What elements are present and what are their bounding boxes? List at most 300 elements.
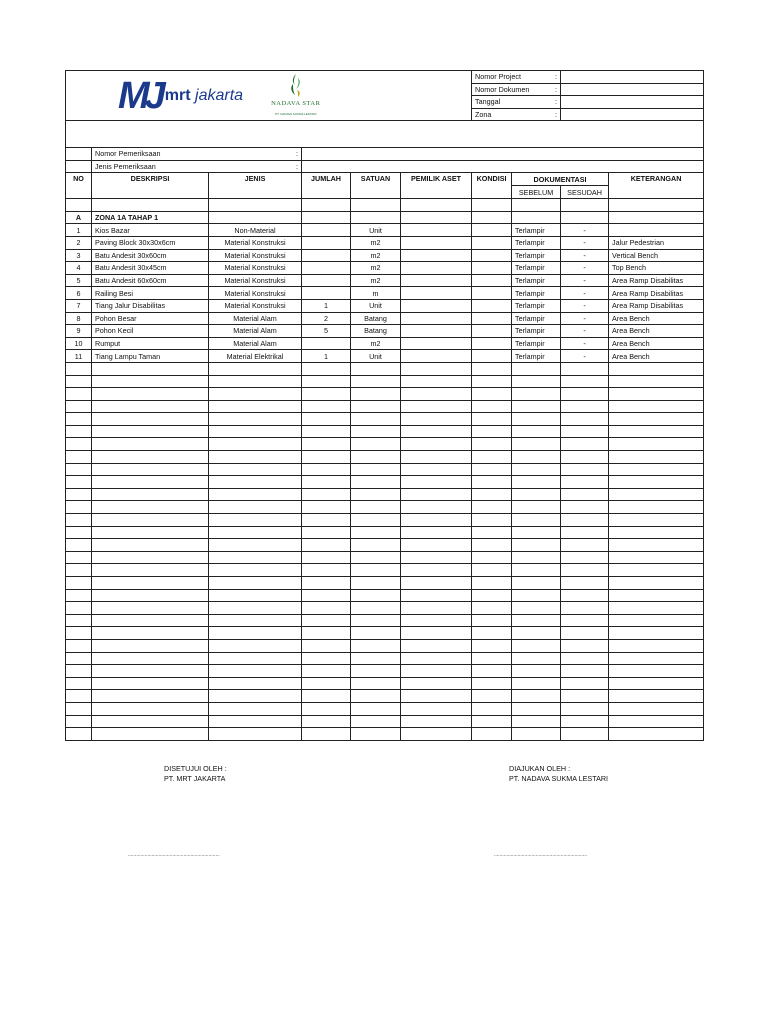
empty-cell[interactable] <box>209 715 302 728</box>
empty-cell[interactable] <box>609 425 704 438</box>
empty-cell[interactable] <box>561 463 609 476</box>
empty-cell[interactable] <box>609 577 704 590</box>
empty-cell[interactable] <box>209 677 302 690</box>
empty-cell[interactable] <box>472 400 512 413</box>
empty-cell[interactable] <box>302 677 351 690</box>
empty-cell[interactable] <box>512 652 561 665</box>
empty-cell[interactable] <box>401 602 472 615</box>
empty-cell[interactable] <box>561 400 609 413</box>
empty-cell[interactable] <box>609 463 704 476</box>
empty-cell[interactable] <box>401 577 472 590</box>
empty-cell[interactable] <box>351 476 401 489</box>
empty-cell[interactable] <box>209 388 302 401</box>
empty-cell[interactable] <box>351 501 401 514</box>
empty-cell[interactable] <box>209 551 302 564</box>
empty-cell[interactable] <box>609 715 704 728</box>
empty-cell[interactable] <box>609 677 704 690</box>
empty-cell[interactable] <box>92 526 209 539</box>
empty-cell[interactable] <box>472 602 512 615</box>
empty-cell[interactable] <box>351 728 401 741</box>
empty-cell[interactable] <box>66 602 92 615</box>
empty-cell[interactable] <box>561 564 609 577</box>
empty-cell[interactable] <box>609 413 704 426</box>
empty-cell[interactable] <box>351 715 401 728</box>
empty-cell[interactable] <box>472 438 512 451</box>
empty-cell[interactable] <box>561 577 609 590</box>
empty-cell[interactable] <box>472 539 512 552</box>
empty-cell[interactable] <box>401 375 472 388</box>
empty-cell[interactable] <box>609 526 704 539</box>
empty-cell[interactable] <box>302 564 351 577</box>
empty-cell[interactable] <box>66 639 92 652</box>
empty-cell[interactable] <box>609 551 704 564</box>
empty-cell[interactable] <box>66 501 92 514</box>
empty-cell[interactable] <box>512 488 561 501</box>
empty-cell[interactable] <box>92 602 209 615</box>
empty-cell[interactable] <box>401 425 472 438</box>
empty-cell[interactable] <box>512 451 561 464</box>
empty-cell[interactable] <box>561 602 609 615</box>
empty-cell[interactable] <box>401 665 472 678</box>
empty-cell[interactable] <box>401 488 472 501</box>
empty-cell[interactable] <box>209 438 302 451</box>
empty-cell[interactable] <box>401 639 472 652</box>
empty-cell[interactable] <box>351 375 401 388</box>
empty-cell[interactable] <box>512 362 561 375</box>
empty-cell[interactable] <box>302 551 351 564</box>
empty-cell[interactable] <box>92 539 209 552</box>
empty-cell[interactable] <box>209 728 302 741</box>
empty-cell[interactable] <box>609 400 704 413</box>
empty-cell[interactable] <box>351 627 401 640</box>
empty-cell[interactable] <box>561 702 609 715</box>
empty-cell[interactable] <box>92 388 209 401</box>
empty-cell[interactable] <box>302 702 351 715</box>
empty-cell[interactable] <box>66 690 92 703</box>
empty-cell[interactable] <box>401 451 472 464</box>
empty-cell[interactable] <box>561 627 609 640</box>
empty-cell[interactable] <box>66 551 92 564</box>
empty-cell[interactable] <box>561 665 609 678</box>
empty-cell[interactable] <box>209 375 302 388</box>
empty-cell[interactable] <box>66 577 92 590</box>
empty-cell[interactable] <box>512 413 561 426</box>
empty-cell[interactable] <box>92 639 209 652</box>
empty-cell[interactable] <box>66 438 92 451</box>
empty-cell[interactable] <box>561 488 609 501</box>
empty-cell[interactable] <box>92 715 209 728</box>
empty-cell[interactable] <box>401 476 472 489</box>
empty-cell[interactable] <box>401 514 472 527</box>
empty-cell[interactable] <box>609 438 704 451</box>
empty-cell[interactable] <box>209 614 302 627</box>
empty-cell[interactable] <box>209 589 302 602</box>
empty-cell[interactable] <box>472 413 512 426</box>
empty-cell[interactable] <box>302 665 351 678</box>
empty-cell[interactable] <box>401 400 472 413</box>
empty-cell[interactable] <box>351 690 401 703</box>
empty-cell[interactable] <box>66 425 92 438</box>
empty-cell[interactable] <box>609 514 704 527</box>
empty-cell[interactable] <box>351 702 401 715</box>
empty-cell[interactable] <box>302 451 351 464</box>
empty-cell[interactable] <box>609 627 704 640</box>
empty-cell[interactable] <box>66 539 92 552</box>
empty-cell[interactable] <box>609 362 704 375</box>
empty-cell[interactable] <box>472 388 512 401</box>
empty-cell[interactable] <box>66 514 92 527</box>
empty-cell[interactable] <box>401 589 472 602</box>
empty-cell[interactable] <box>512 690 561 703</box>
empty-cell[interactable] <box>302 425 351 438</box>
empty-cell[interactable] <box>66 388 92 401</box>
empty-cell[interactable] <box>401 362 472 375</box>
empty-cell[interactable] <box>561 501 609 514</box>
empty-cell[interactable] <box>401 551 472 564</box>
empty-cell[interactable] <box>609 388 704 401</box>
empty-cell[interactable] <box>472 375 512 388</box>
empty-cell[interactable] <box>472 564 512 577</box>
empty-cell[interactable] <box>302 362 351 375</box>
empty-cell[interactable] <box>302 690 351 703</box>
empty-cell[interactable] <box>609 639 704 652</box>
empty-cell[interactable] <box>512 438 561 451</box>
empty-cell[interactable] <box>92 362 209 375</box>
empty-cell[interactable] <box>302 627 351 640</box>
empty-cell[interactable] <box>561 639 609 652</box>
empty-cell[interactable] <box>66 463 92 476</box>
empty-cell[interactable] <box>92 501 209 514</box>
empty-cell[interactable] <box>561 652 609 665</box>
empty-cell[interactable] <box>512 602 561 615</box>
empty-cell[interactable] <box>302 388 351 401</box>
empty-cell[interactable] <box>66 677 92 690</box>
empty-cell[interactable] <box>66 589 92 602</box>
meta-value-project[interactable] <box>561 71 704 84</box>
empty-cell[interactable] <box>302 463 351 476</box>
empty-cell[interactable] <box>66 400 92 413</box>
empty-cell[interactable] <box>66 702 92 715</box>
empty-cell[interactable] <box>92 476 209 489</box>
empty-cell[interactable] <box>472 463 512 476</box>
nomor-pemeriksaan-field[interactable] <box>302 148 704 161</box>
empty-cell[interactable] <box>512 665 561 678</box>
empty-cell[interactable] <box>561 551 609 564</box>
empty-cell[interactable] <box>512 539 561 552</box>
empty-cell[interactable] <box>66 362 92 375</box>
empty-cell[interactable] <box>472 665 512 678</box>
empty-cell[interactable] <box>401 413 472 426</box>
empty-cell[interactable] <box>561 425 609 438</box>
empty-cell[interactable] <box>512 715 561 728</box>
empty-cell[interactable] <box>561 589 609 602</box>
empty-cell[interactable] <box>401 652 472 665</box>
empty-cell[interactable] <box>472 362 512 375</box>
empty-cell[interactable] <box>512 375 561 388</box>
empty-cell[interactable] <box>401 539 472 552</box>
empty-cell[interactable] <box>209 639 302 652</box>
empty-cell[interactable] <box>401 388 472 401</box>
empty-cell[interactable] <box>609 501 704 514</box>
empty-cell[interactable] <box>351 362 401 375</box>
empty-cell[interactable] <box>609 652 704 665</box>
empty-cell[interactable] <box>609 614 704 627</box>
empty-cell[interactable] <box>302 413 351 426</box>
empty-cell[interactable] <box>472 715 512 728</box>
empty-cell[interactable] <box>472 639 512 652</box>
empty-cell[interactable] <box>66 451 92 464</box>
empty-cell[interactable] <box>351 514 401 527</box>
empty-cell[interactable] <box>401 501 472 514</box>
empty-cell[interactable] <box>302 715 351 728</box>
empty-cell[interactable] <box>609 564 704 577</box>
empty-cell[interactable] <box>561 715 609 728</box>
empty-cell[interactable] <box>302 476 351 489</box>
empty-cell[interactable] <box>92 488 209 501</box>
empty-cell[interactable] <box>472 476 512 489</box>
empty-cell[interactable] <box>512 476 561 489</box>
empty-cell[interactable] <box>66 728 92 741</box>
empty-cell[interactable] <box>92 375 209 388</box>
empty-cell[interactable] <box>302 639 351 652</box>
empty-cell[interactable] <box>561 526 609 539</box>
empty-cell[interactable] <box>472 702 512 715</box>
empty-cell[interactable] <box>351 539 401 552</box>
empty-cell[interactable] <box>561 362 609 375</box>
empty-cell[interactable] <box>66 375 92 388</box>
empty-cell[interactable] <box>92 577 209 590</box>
empty-cell[interactable] <box>209 627 302 640</box>
empty-cell[interactable] <box>401 690 472 703</box>
empty-cell[interactable] <box>561 413 609 426</box>
empty-cell[interactable] <box>401 627 472 640</box>
empty-cell[interactable] <box>512 526 561 539</box>
empty-cell[interactable] <box>209 463 302 476</box>
empty-cell[interactable] <box>561 388 609 401</box>
empty-cell[interactable] <box>609 488 704 501</box>
empty-cell[interactable] <box>512 627 561 640</box>
empty-cell[interactable] <box>351 652 401 665</box>
empty-cell[interactable] <box>561 677 609 690</box>
empty-cell[interactable] <box>209 413 302 426</box>
empty-cell[interactable] <box>302 577 351 590</box>
empty-cell[interactable] <box>351 639 401 652</box>
empty-cell[interactable] <box>92 425 209 438</box>
empty-cell[interactable] <box>512 463 561 476</box>
empty-cell[interactable] <box>472 652 512 665</box>
empty-cell[interactable] <box>351 400 401 413</box>
empty-cell[interactable] <box>512 614 561 627</box>
empty-cell[interactable] <box>609 728 704 741</box>
empty-cell[interactable] <box>66 413 92 426</box>
empty-cell[interactable] <box>351 488 401 501</box>
empty-cell[interactable] <box>351 564 401 577</box>
empty-cell[interactable] <box>401 526 472 539</box>
empty-cell[interactable] <box>512 702 561 715</box>
empty-cell[interactable] <box>351 425 401 438</box>
empty-cell[interactable] <box>512 400 561 413</box>
empty-cell[interactable] <box>209 400 302 413</box>
empty-cell[interactable] <box>66 488 92 501</box>
empty-cell[interactable] <box>561 614 609 627</box>
empty-cell[interactable] <box>209 488 302 501</box>
empty-cell[interactable] <box>351 451 401 464</box>
jenis-pemeriksaan-field[interactable] <box>302 160 704 173</box>
empty-cell[interactable] <box>92 589 209 602</box>
empty-cell[interactable] <box>401 728 472 741</box>
empty-cell[interactable] <box>561 451 609 464</box>
empty-cell[interactable] <box>472 501 512 514</box>
empty-cell[interactable] <box>609 690 704 703</box>
empty-cell[interactable] <box>209 702 302 715</box>
empty-cell[interactable] <box>66 476 92 489</box>
empty-cell[interactable] <box>209 451 302 464</box>
empty-cell[interactable] <box>92 451 209 464</box>
empty-cell[interactable] <box>92 652 209 665</box>
empty-cell[interactable] <box>561 375 609 388</box>
empty-cell[interactable] <box>472 514 512 527</box>
empty-cell[interactable] <box>401 614 472 627</box>
empty-cell[interactable] <box>351 589 401 602</box>
meta-value-dokumen[interactable] <box>561 83 704 96</box>
empty-cell[interactable] <box>512 577 561 590</box>
empty-cell[interactable] <box>351 388 401 401</box>
empty-cell[interactable] <box>351 463 401 476</box>
empty-cell[interactable] <box>302 438 351 451</box>
empty-cell[interactable] <box>351 413 401 426</box>
empty-cell[interactable] <box>92 514 209 527</box>
empty-cell[interactable] <box>209 652 302 665</box>
empty-cell[interactable] <box>351 602 401 615</box>
empty-cell[interactable] <box>209 476 302 489</box>
empty-cell[interactable] <box>92 400 209 413</box>
empty-cell[interactable] <box>609 589 704 602</box>
empty-cell[interactable] <box>512 388 561 401</box>
empty-cell[interactable] <box>92 627 209 640</box>
empty-cell[interactable] <box>302 728 351 741</box>
empty-cell[interactable] <box>92 551 209 564</box>
empty-cell[interactable] <box>351 551 401 564</box>
empty-cell[interactable] <box>472 451 512 464</box>
empty-cell[interactable] <box>66 564 92 577</box>
empty-cell[interactable] <box>472 589 512 602</box>
empty-cell[interactable] <box>302 514 351 527</box>
empty-cell[interactable] <box>92 702 209 715</box>
empty-cell[interactable] <box>401 702 472 715</box>
empty-cell[interactable] <box>609 665 704 678</box>
empty-cell[interactable] <box>209 577 302 590</box>
empty-cell[interactable] <box>401 438 472 451</box>
empty-cell[interactable] <box>512 425 561 438</box>
empty-cell[interactable] <box>609 476 704 489</box>
empty-cell[interactable] <box>609 702 704 715</box>
empty-cell[interactable] <box>472 627 512 640</box>
empty-cell[interactable] <box>302 589 351 602</box>
empty-cell[interactable] <box>302 539 351 552</box>
empty-cell[interactable] <box>92 413 209 426</box>
empty-cell[interactable] <box>209 665 302 678</box>
empty-cell[interactable] <box>472 488 512 501</box>
empty-cell[interactable] <box>561 476 609 489</box>
empty-cell[interactable] <box>209 501 302 514</box>
empty-cell[interactable] <box>512 551 561 564</box>
empty-cell[interactable] <box>401 564 472 577</box>
empty-cell[interactable] <box>351 614 401 627</box>
empty-cell[interactable] <box>92 728 209 741</box>
empty-cell[interactable] <box>92 677 209 690</box>
empty-cell[interactable] <box>512 639 561 652</box>
empty-cell[interactable] <box>512 564 561 577</box>
empty-cell[interactable] <box>302 652 351 665</box>
empty-cell[interactable] <box>472 551 512 564</box>
empty-cell[interactable] <box>209 526 302 539</box>
meta-value-tanggal[interactable] <box>561 96 704 109</box>
empty-cell[interactable] <box>66 614 92 627</box>
empty-cell[interactable] <box>209 539 302 552</box>
empty-cell[interactable] <box>302 602 351 615</box>
empty-cell[interactable] <box>472 526 512 539</box>
empty-cell[interactable] <box>561 539 609 552</box>
empty-cell[interactable] <box>512 728 561 741</box>
empty-cell[interactable] <box>351 526 401 539</box>
empty-cell[interactable] <box>209 564 302 577</box>
empty-cell[interactable] <box>209 514 302 527</box>
empty-cell[interactable] <box>472 690 512 703</box>
empty-cell[interactable] <box>512 589 561 602</box>
empty-cell[interactable] <box>66 627 92 640</box>
empty-cell[interactable] <box>302 375 351 388</box>
empty-cell[interactable] <box>561 728 609 741</box>
empty-cell[interactable] <box>472 728 512 741</box>
empty-cell[interactable] <box>209 690 302 703</box>
empty-cell[interactable] <box>66 652 92 665</box>
empty-cell[interactable] <box>472 577 512 590</box>
empty-cell[interactable] <box>561 514 609 527</box>
empty-cell[interactable] <box>351 577 401 590</box>
empty-cell[interactable] <box>472 614 512 627</box>
empty-cell[interactable] <box>209 602 302 615</box>
empty-cell[interactable] <box>92 564 209 577</box>
empty-cell[interactable] <box>302 526 351 539</box>
empty-cell[interactable] <box>561 438 609 451</box>
empty-cell[interactable] <box>561 690 609 703</box>
empty-cell[interactable] <box>512 677 561 690</box>
empty-cell[interactable] <box>401 463 472 476</box>
empty-cell[interactable] <box>351 438 401 451</box>
empty-cell[interactable] <box>92 614 209 627</box>
empty-cell[interactable] <box>302 400 351 413</box>
empty-cell[interactable] <box>302 488 351 501</box>
empty-cell[interactable] <box>609 375 704 388</box>
empty-cell[interactable] <box>472 425 512 438</box>
empty-cell[interactable] <box>609 602 704 615</box>
empty-cell[interactable] <box>401 715 472 728</box>
empty-cell[interactable] <box>66 526 92 539</box>
empty-cell[interactable] <box>472 677 512 690</box>
empty-cell[interactable] <box>92 438 209 451</box>
empty-cell[interactable] <box>209 362 302 375</box>
empty-cell[interactable] <box>351 665 401 678</box>
empty-cell[interactable] <box>92 665 209 678</box>
empty-cell[interactable] <box>609 451 704 464</box>
empty-cell[interactable] <box>92 463 209 476</box>
empty-cell[interactable] <box>512 514 561 527</box>
empty-cell[interactable] <box>66 665 92 678</box>
empty-cell[interactable] <box>302 501 351 514</box>
empty-cell[interactable] <box>209 425 302 438</box>
empty-cell[interactable] <box>609 539 704 552</box>
meta-value-zona[interactable] <box>561 108 704 121</box>
